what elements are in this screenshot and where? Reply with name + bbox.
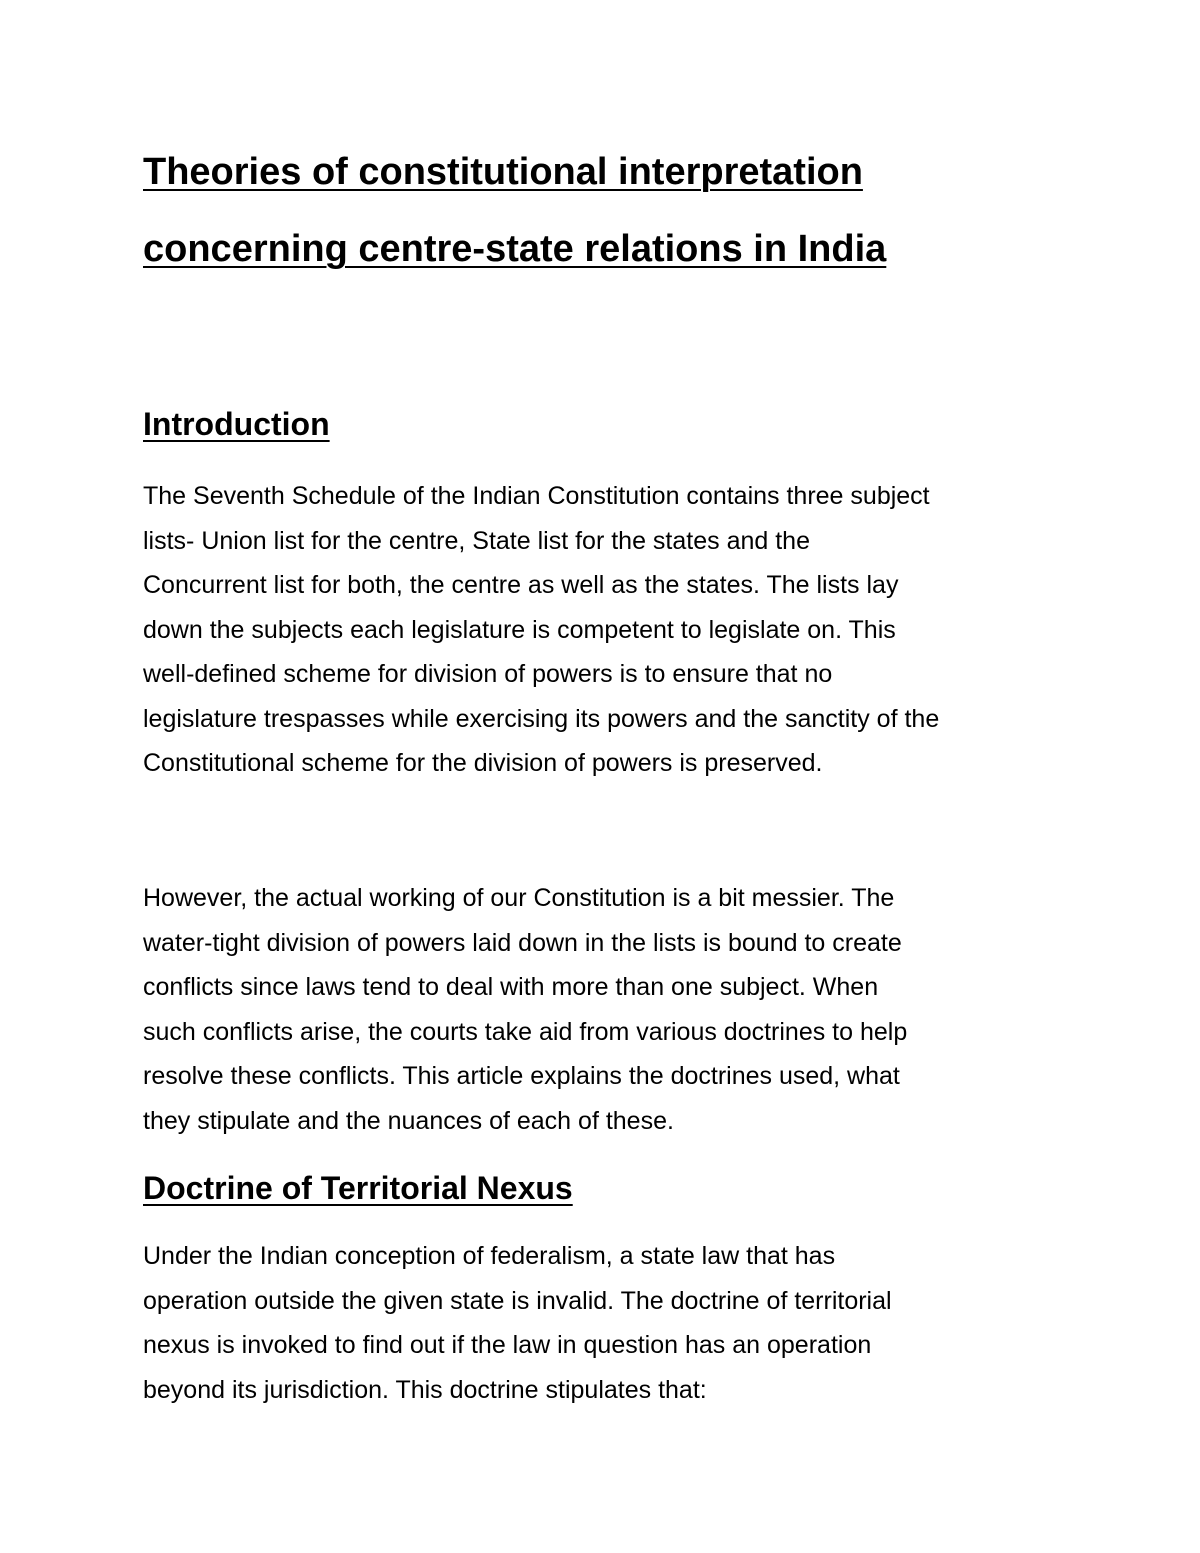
text-line: Concurrent list for both, the centre as well as the states. The lists lay bbox=[143, 571, 899, 599]
text-line: operation outside the given state is invalid. The doctrine of territorial bbox=[143, 1286, 892, 1315]
document-title bbox=[143, 150, 1103, 271]
text-line: beyond its jurisdiction. This doctrine stipulates that: bbox=[143, 1375, 707, 1404]
text-line: conflicts since laws tend to deal with more than one subject. When bbox=[143, 973, 879, 1001]
text-line: legislature trespasses while exercising its powers and the sanctity of the bbox=[143, 704, 940, 733]
text-line: well-defined scheme for division of powers is to ensure that no bbox=[143, 660, 833, 688]
text-line: However, the actual working of our Constitution is a bit messier. The bbox=[143, 884, 895, 912]
introduction-paragraph-1 bbox=[143, 474, 939, 786]
section-heading-introduction: Introduction bbox=[143, 406, 330, 442]
text-line: nexus is invoked to find out if the law in question has an operation bbox=[143, 1331, 872, 1359]
section-heading-territorial-nexus: Doctrine of Territorial Nexus bbox=[143, 1170, 573, 1206]
document-title-line-2: concerning centre-state relations in India bbox=[143, 228, 887, 270]
text-line: they stipulate and the nuances of each of these. bbox=[143, 1106, 674, 1135]
text-line: such conflicts arise, the courts take aid from various doctrines to help bbox=[143, 1017, 908, 1046]
text-line: resolve these conflicts. This article explains the doctrines used, what bbox=[143, 1062, 900, 1090]
text-line: Constitutional scheme for the division of powers is preserved. bbox=[143, 749, 823, 777]
document-title-line-1: Theories of constitutional interpretation bbox=[143, 151, 863, 193]
text-line: down the subjects each legislature is competent to legislate on. This bbox=[143, 615, 896, 644]
text-line: water-tight division of powers laid down in the lists is bound to create bbox=[143, 928, 902, 957]
introduction-paragraph-2 bbox=[143, 876, 907, 1143]
text-line: The Seventh Schedule of the Indian Constitution contains three subject bbox=[143, 482, 930, 510]
text-line: Under the Indian conception of federalism, a state law that has bbox=[143, 1242, 836, 1270]
territorial-nexus-paragraph bbox=[143, 1234, 892, 1412]
text-line: lists- Union list for the centre, State list for the states and the bbox=[143, 526, 810, 555]
